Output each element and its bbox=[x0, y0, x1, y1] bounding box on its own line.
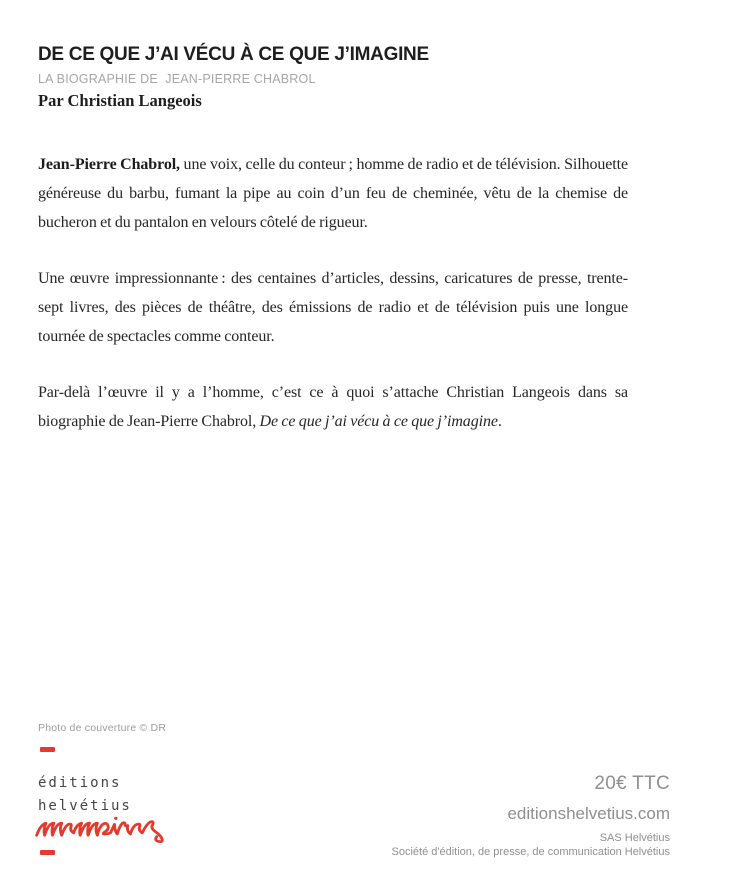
page-title: DE CE QUE J’AI VÉCU À CE QUE J’IMAGINE bbox=[38, 44, 429, 65]
book-title-italic: De ce que j’ai vécu à ce que j’imagine bbox=[259, 413, 498, 430]
memoires-script-logo bbox=[34, 811, 166, 845]
company-name: SAS Helvétius bbox=[599, 832, 670, 844]
paragraph-3-text: Par-delà l’œuvre il y a l’homme, c’est ce à quoi s’attache Christian Langeois dans sa biographie de Jean-Pierre Chabrol, bbox=[38, 384, 628, 430]
footer-right-block bbox=[392, 773, 670, 859]
red-dash-top bbox=[40, 747, 55, 752]
description-text bbox=[38, 150, 628, 436]
publisher-logo-line2: helvétius bbox=[38, 797, 132, 814]
paragraph-2: Une œuvre impressionnante : des centaines d’articles, dessins, caricatures de presse, trente-sept livres, des pièces de théâtre, des émissions de radio et de télévision puis une longue tournée de spectacles comme conteur. bbox=[38, 270, 628, 345]
publisher-website: editionshelvetius.com bbox=[507, 804, 670, 823]
paragraph-1 bbox=[38, 150, 628, 237]
paragraph-1-text: une voix, celle du conteur ; homme de radio et de télévision. Silhouette généreuse du barbu, fumant la pipe au coin d’un feu de cheminée, vêtu de la chemise de bucheron et du pantalon en velours côtelé de rigueur. bbox=[38, 156, 628, 231]
paragraph-3 bbox=[38, 378, 628, 436]
company-description: Société d'édition, de presse, de communication Helvétius bbox=[391, 846, 670, 858]
paragraph-3-period: . bbox=[497, 413, 502, 430]
page-subtitle: LA BIOGRAPHIE DE JEAN-PIERRE CHABROL bbox=[38, 72, 316, 86]
author-lead-in: Jean-Pierre Chabrol, bbox=[38, 156, 180, 173]
photo-credit: Photo de couverture © DR bbox=[38, 722, 167, 734]
price: 20€ TTC bbox=[594, 773, 670, 794]
author-byline: Par Christian Langeois bbox=[38, 91, 202, 110]
red-dash-bottom bbox=[40, 850, 55, 855]
header bbox=[38, 44, 658, 111]
publisher-logo-line1: éditions bbox=[38, 775, 122, 791]
